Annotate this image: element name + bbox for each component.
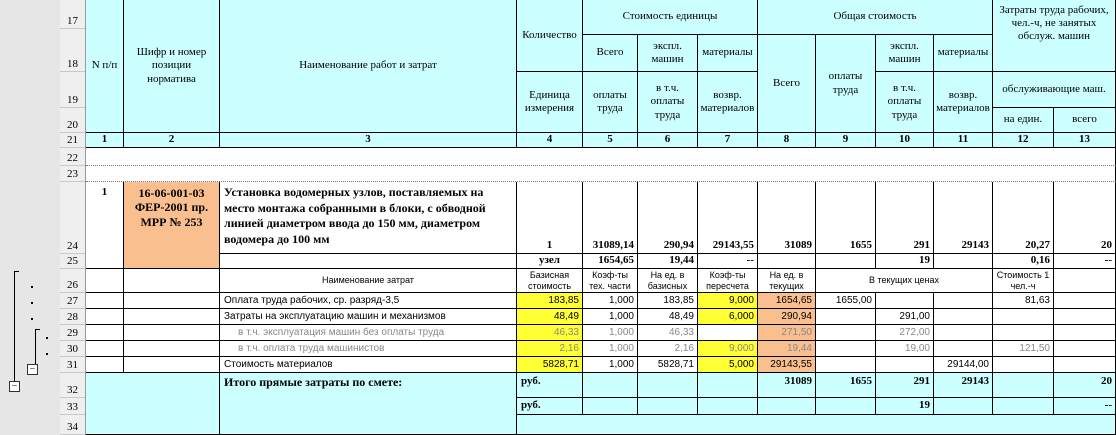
detail-mach[interactable]: 19,00 bbox=[876, 341, 934, 357]
item-cur-materials[interactable]: 29143 bbox=[934, 182, 993, 254]
col-number[interactable]: 4 bbox=[517, 133, 583, 148]
detail-empty[interactable] bbox=[86, 269, 124, 293]
detail-mat[interactable]: 29144,00 bbox=[934, 357, 993, 373]
detail-cur[interactable]: 29143,55 bbox=[758, 357, 816, 373]
detail-base[interactable]: 48,49 bbox=[517, 309, 583, 325]
row-header-30[interactable]: 30 bbox=[60, 341, 85, 357]
item-total[interactable]: 31089,14 bbox=[583, 182, 638, 254]
col-number[interactable]: 9 bbox=[816, 133, 876, 148]
totals-empty[interactable] bbox=[758, 398, 816, 415]
col-number[interactable]: 6 bbox=[638, 133, 698, 148]
detail-labor[interactable] bbox=[816, 341, 876, 357]
totals-materials[interactable]: 29143 bbox=[934, 373, 993, 398]
header-n-pp[interactable]: N п/п bbox=[86, 0, 124, 133]
item-title[interactable]: Установка водомерных узлов, поставляемых на место монтажа собранными в блоки, с обводной линией диаметром ввода до 150 мм, диаметром водомера до 100 мм bbox=[220, 182, 517, 254]
detail-mat[interactable] bbox=[934, 293, 993, 309]
detail-empty[interactable] bbox=[1054, 325, 1116, 341]
header-labor[interactable]: Затраты труда рабочих, чел.-ч, не занятых обслуж. машин bbox=[993, 0, 1116, 72]
item-cur-machine-labor[interactable]: 19 bbox=[876, 254, 934, 269]
row-header-17[interactable]: 17 bbox=[60, 0, 85, 29]
col-number[interactable]: 11 bbox=[934, 133, 993, 148]
header-unit-materials[interactable]: материалы bbox=[698, 35, 758, 72]
item-cur-machines[interactable]: 291 bbox=[876, 182, 934, 254]
detail-empty[interactable] bbox=[86, 341, 124, 357]
item-sub-empty[interactable] bbox=[758, 254, 816, 269]
detail-cur[interactable]: 271,50 bbox=[758, 325, 816, 341]
item-machine-labor[interactable]: 19,44 bbox=[638, 254, 698, 269]
row-header-34[interactable]: 34 bbox=[60, 415, 85, 435]
totals-empty[interactable] bbox=[583, 373, 638, 398]
row-header-31[interactable]: 31 bbox=[60, 357, 85, 373]
detail-mach[interactable]: 272,00 bbox=[876, 325, 934, 341]
detail-labor[interactable]: 1655,00 bbox=[816, 293, 876, 309]
detail-header-cost-hour[interactable]: Стоимость 1 чел.-ч bbox=[993, 269, 1054, 293]
totals-empty[interactable] bbox=[86, 373, 220, 435]
detail-empty[interactable] bbox=[1054, 293, 1116, 309]
header-unit-cost[interactable]: Стоимость единицы bbox=[583, 0, 758, 35]
detail-name[interactable]: Оплата труда рабочих, ср. разряд-3,5 bbox=[220, 293, 517, 309]
detail-mat[interactable] bbox=[934, 341, 993, 357]
header-total-vozvr[interactable]: возвр. материалов bbox=[934, 72, 993, 133]
detail-cost[interactable] bbox=[993, 357, 1054, 373]
header-quantity[interactable]: Количество bbox=[517, 0, 583, 72]
item-number[interactable]: 1 bbox=[86, 182, 124, 269]
col-number[interactable]: 2 bbox=[124, 133, 220, 148]
detail-base[interactable]: 2,16 bbox=[517, 341, 583, 357]
detail-coef2[interactable]: 9,000 bbox=[698, 341, 758, 357]
estimate-grid bbox=[86, 0, 1116, 435]
row-header-20[interactable]: 20 bbox=[60, 108, 85, 133]
detail-coef[interactable]: 1,000 bbox=[583, 341, 638, 357]
detail-coef[interactable]: 1,000 bbox=[583, 309, 638, 325]
detail-coef2[interactable]: 5,000 bbox=[698, 357, 758, 373]
item-labor-unit[interactable]: 20,27 bbox=[993, 182, 1054, 254]
row-headers bbox=[60, 0, 86, 435]
totals-empty[interactable] bbox=[638, 398, 698, 415]
detail-coef[interactable]: 1,000 bbox=[583, 357, 638, 373]
detail-cur[interactable]: 1654,65 bbox=[758, 293, 816, 309]
blank-row-22[interactable] bbox=[86, 148, 1116, 166]
item-unit[interactable]: узел bbox=[517, 254, 583, 269]
totals-total[interactable]: 31089 bbox=[758, 373, 816, 398]
col-number[interactable]: 7 bbox=[698, 133, 758, 148]
collapse-group-button-level1[interactable]: − bbox=[9, 381, 20, 392]
header-total-vt-labor[interactable]: в т.ч. оплаты труда bbox=[876, 72, 934, 133]
item-machines[interactable]: 290,94 bbox=[638, 182, 698, 254]
header-unit-vt-labor[interactable]: в т.ч. оплаты труда bbox=[638, 72, 698, 133]
outline-pane bbox=[0, 0, 61, 435]
detail-header-per-unit[interactable]: На ед. в базисных bbox=[638, 269, 698, 293]
item-sub-empty[interactable] bbox=[816, 254, 876, 269]
row-header-25[interactable]: 25 bbox=[60, 254, 85, 269]
item-labor-unit2[interactable]: 0,16 bbox=[993, 254, 1054, 269]
header-total-expl[interactable]: экспл. машин bbox=[876, 35, 934, 72]
item-cur-total[interactable]: 31089 bbox=[758, 182, 816, 254]
header-vsego-small[interactable]: всего bbox=[1054, 108, 1116, 133]
header-unit-vozvr[interactable]: возвр. материалов bbox=[698, 72, 758, 133]
detail-mat[interactable] bbox=[934, 325, 993, 341]
item-sub-empty[interactable] bbox=[934, 254, 993, 269]
detail-labor[interactable] bbox=[816, 325, 876, 341]
detail-coef[interactable]: 1,000 bbox=[583, 325, 638, 341]
row-header-22[interactable]: 22 bbox=[60, 148, 85, 166]
item-labor-total2[interactable]: -- bbox=[1054, 254, 1116, 269]
header-total-labor[interactable]: оплаты труда bbox=[816, 35, 876, 133]
detail-header-base[interactable]: Базисная стоимость bbox=[517, 269, 583, 293]
detail-cost[interactable] bbox=[993, 309, 1054, 325]
detail-cost[interactable] bbox=[993, 325, 1054, 341]
detail-unit[interactable]: 46,33 bbox=[638, 325, 698, 341]
detail-header-cur-unit[interactable]: На ед. в текущих bbox=[758, 269, 816, 293]
totals-empty[interactable] bbox=[993, 373, 1054, 398]
detail-unit[interactable]: 48,49 bbox=[638, 309, 698, 325]
item-labor[interactable]: 1654,65 bbox=[583, 254, 638, 269]
detail-coef2[interactable] bbox=[698, 325, 758, 341]
detail-labor[interactable] bbox=[816, 357, 876, 373]
header-total-cost[interactable]: Общая стоимость bbox=[758, 0, 993, 35]
totals-empty[interactable] bbox=[816, 398, 876, 415]
detail-empty[interactable] bbox=[86, 357, 124, 373]
header-na-edin[interactable]: на един. bbox=[993, 108, 1054, 133]
totals-empty[interactable] bbox=[993, 398, 1054, 415]
detail-coef[interactable]: 1,000 bbox=[583, 293, 638, 309]
detail-cost[interactable]: 81,63 bbox=[993, 293, 1054, 309]
totals-empty[interactable] bbox=[698, 398, 758, 415]
row-header-18[interactable]: 18 bbox=[60, 29, 85, 72]
totals-rub2[interactable]: руб. bbox=[517, 398, 583, 415]
collapse-group-button-level2[interactable]: − bbox=[27, 364, 38, 375]
detail-empty[interactable] bbox=[124, 309, 220, 325]
row-header-19[interactable]: 19 bbox=[60, 72, 85, 108]
header-name[interactable]: Наименование работ и затрат bbox=[220, 0, 517, 133]
header-unit[interactable]: Единица измерения bbox=[517, 72, 583, 133]
col-number[interactable]: 8 bbox=[758, 133, 816, 148]
totals-label[interactable]: Итого прямые затраты по смете: bbox=[220, 373, 517, 435]
item-cur-labor[interactable]: 1655 bbox=[816, 182, 876, 254]
totals-labor[interactable]: 1655 bbox=[816, 373, 876, 398]
detail-mach[interactable] bbox=[876, 293, 934, 309]
detail-empty[interactable] bbox=[86, 325, 124, 341]
detail-empty[interactable] bbox=[1054, 341, 1116, 357]
totals-row-34[interactable] bbox=[517, 415, 1116, 435]
detail-mach[interactable]: 291,00 bbox=[876, 309, 934, 325]
detail-unit[interactable]: 2,16 bbox=[638, 341, 698, 357]
row-header-28[interactable]: 28 bbox=[60, 309, 85, 325]
detail-empty[interactable] bbox=[1054, 357, 1116, 373]
totals-rub[interactable]: руб. bbox=[517, 373, 583, 398]
totals-dash[interactable]: -- bbox=[1054, 398, 1116, 415]
header-unit-labor[interactable]: оплаты труда bbox=[583, 72, 638, 133]
detail-empty[interactable] bbox=[1054, 269, 1116, 293]
totals-machines2[interactable]: 19 bbox=[876, 398, 934, 415]
col-number[interactable]: 13 bbox=[1054, 133, 1116, 148]
detail-name[interactable]: в т.ч. эксплуатация машин без оплаты труда bbox=[220, 325, 517, 341]
detail-empty[interactable] bbox=[124, 293, 220, 309]
item-sub-name[interactable] bbox=[220, 254, 517, 269]
row-header-29[interactable]: 29 bbox=[60, 325, 85, 341]
detail-unit[interactable]: 5828,71 bbox=[638, 357, 698, 373]
detail-cur[interactable]: 19,44 bbox=[758, 341, 816, 357]
totals-empty[interactable] bbox=[698, 373, 758, 398]
row-header-24[interactable]: 24 bbox=[60, 182, 85, 254]
row-header-23[interactable]: 23 bbox=[60, 166, 85, 182]
row-header-26[interactable]: 26 bbox=[60, 269, 85, 293]
item-qty[interactable]: 1 bbox=[517, 182, 583, 254]
detail-coef2[interactable]: 9,000 bbox=[698, 293, 758, 309]
detail-empty[interactable] bbox=[124, 325, 220, 341]
detail-header-cur-prices[interactable]: В текущих ценах bbox=[816, 269, 993, 293]
header-unit-expl[interactable]: экспл. машин bbox=[638, 35, 698, 72]
detail-empty[interactable] bbox=[124, 269, 220, 293]
totals-labor-total[interactable]: 20 bbox=[1054, 373, 1116, 398]
detail-name[interactable]: Стоимость материалов bbox=[220, 357, 517, 373]
header-obsl-mash[interactable]: обслуживающие маш. bbox=[993, 72, 1116, 108]
detail-name[interactable]: в т.ч. оплата труда машинистов bbox=[220, 341, 517, 357]
item-vozvr[interactable]: -- bbox=[698, 254, 758, 269]
detail-unit[interactable]: 183,85 bbox=[638, 293, 698, 309]
totals-empty[interactable] bbox=[583, 398, 638, 415]
detail-cost[interactable]: 121,50 bbox=[993, 341, 1054, 357]
col-number[interactable]: 1 bbox=[86, 133, 124, 148]
totals-empty[interactable] bbox=[934, 398, 993, 415]
detail-empty[interactable] bbox=[1054, 309, 1116, 325]
detail-empty[interactable] bbox=[86, 309, 124, 325]
totals-machines[interactable]: 291 bbox=[876, 373, 934, 398]
item-code[interactable]: 16-06-001-03 ФЕР-2001 пр. МРР № 253 bbox=[124, 182, 220, 269]
blank-row-23[interactable] bbox=[86, 166, 1116, 182]
detail-header-name[interactable]: Наименование затрат bbox=[220, 269, 517, 293]
detail-name[interactable]: Затраты на эксплуатацию машин и механизмов bbox=[220, 309, 517, 325]
detail-mat[interactable] bbox=[934, 309, 993, 325]
row-header-27[interactable]: 27 bbox=[60, 293, 85, 309]
row-header-33[interactable]: 33 bbox=[60, 398, 85, 415]
detail-base[interactable]: 46,33 bbox=[517, 325, 583, 341]
row-header-32[interactable]: 32 bbox=[60, 373, 85, 398]
col-number[interactable]: 5 bbox=[583, 133, 638, 148]
col-number[interactable]: 12 bbox=[993, 133, 1054, 148]
detail-empty[interactable] bbox=[86, 293, 124, 309]
col-number[interactable]: 3 bbox=[220, 133, 517, 148]
header-total-vsego[interactable]: Всего bbox=[758, 35, 816, 133]
header-cipher[interactable]: Шифр и номер позиции норматива bbox=[124, 0, 220, 133]
detail-labor[interactable] bbox=[816, 309, 876, 325]
detail-coef2[interactable]: 6,000 bbox=[698, 309, 758, 325]
detail-header-coef2[interactable]: Коэф-ты пересчета bbox=[698, 269, 758, 293]
detail-base[interactable]: 183,85 bbox=[517, 293, 583, 309]
header-total-materials[interactable]: материалы bbox=[934, 35, 993, 72]
detail-header-coef[interactable]: Коэф-ты тех. части bbox=[583, 269, 638, 293]
detail-mach[interactable] bbox=[876, 357, 934, 373]
totals-empty[interactable] bbox=[638, 373, 698, 398]
item-materials[interactable]: 29143,55 bbox=[698, 182, 758, 254]
detail-empty[interactable] bbox=[124, 357, 220, 373]
row-header-21[interactable]: 21 bbox=[60, 133, 85, 148]
detail-cur[interactable]: 290,94 bbox=[758, 309, 816, 325]
col-number[interactable]: 10 bbox=[876, 133, 934, 148]
header-unit-vsego[interactable]: Всего bbox=[583, 35, 638, 72]
item-labor-total[interactable]: 20 bbox=[1054, 182, 1116, 254]
detail-base[interactable]: 5828,71 bbox=[517, 357, 583, 373]
detail-empty[interactable] bbox=[124, 341, 220, 357]
